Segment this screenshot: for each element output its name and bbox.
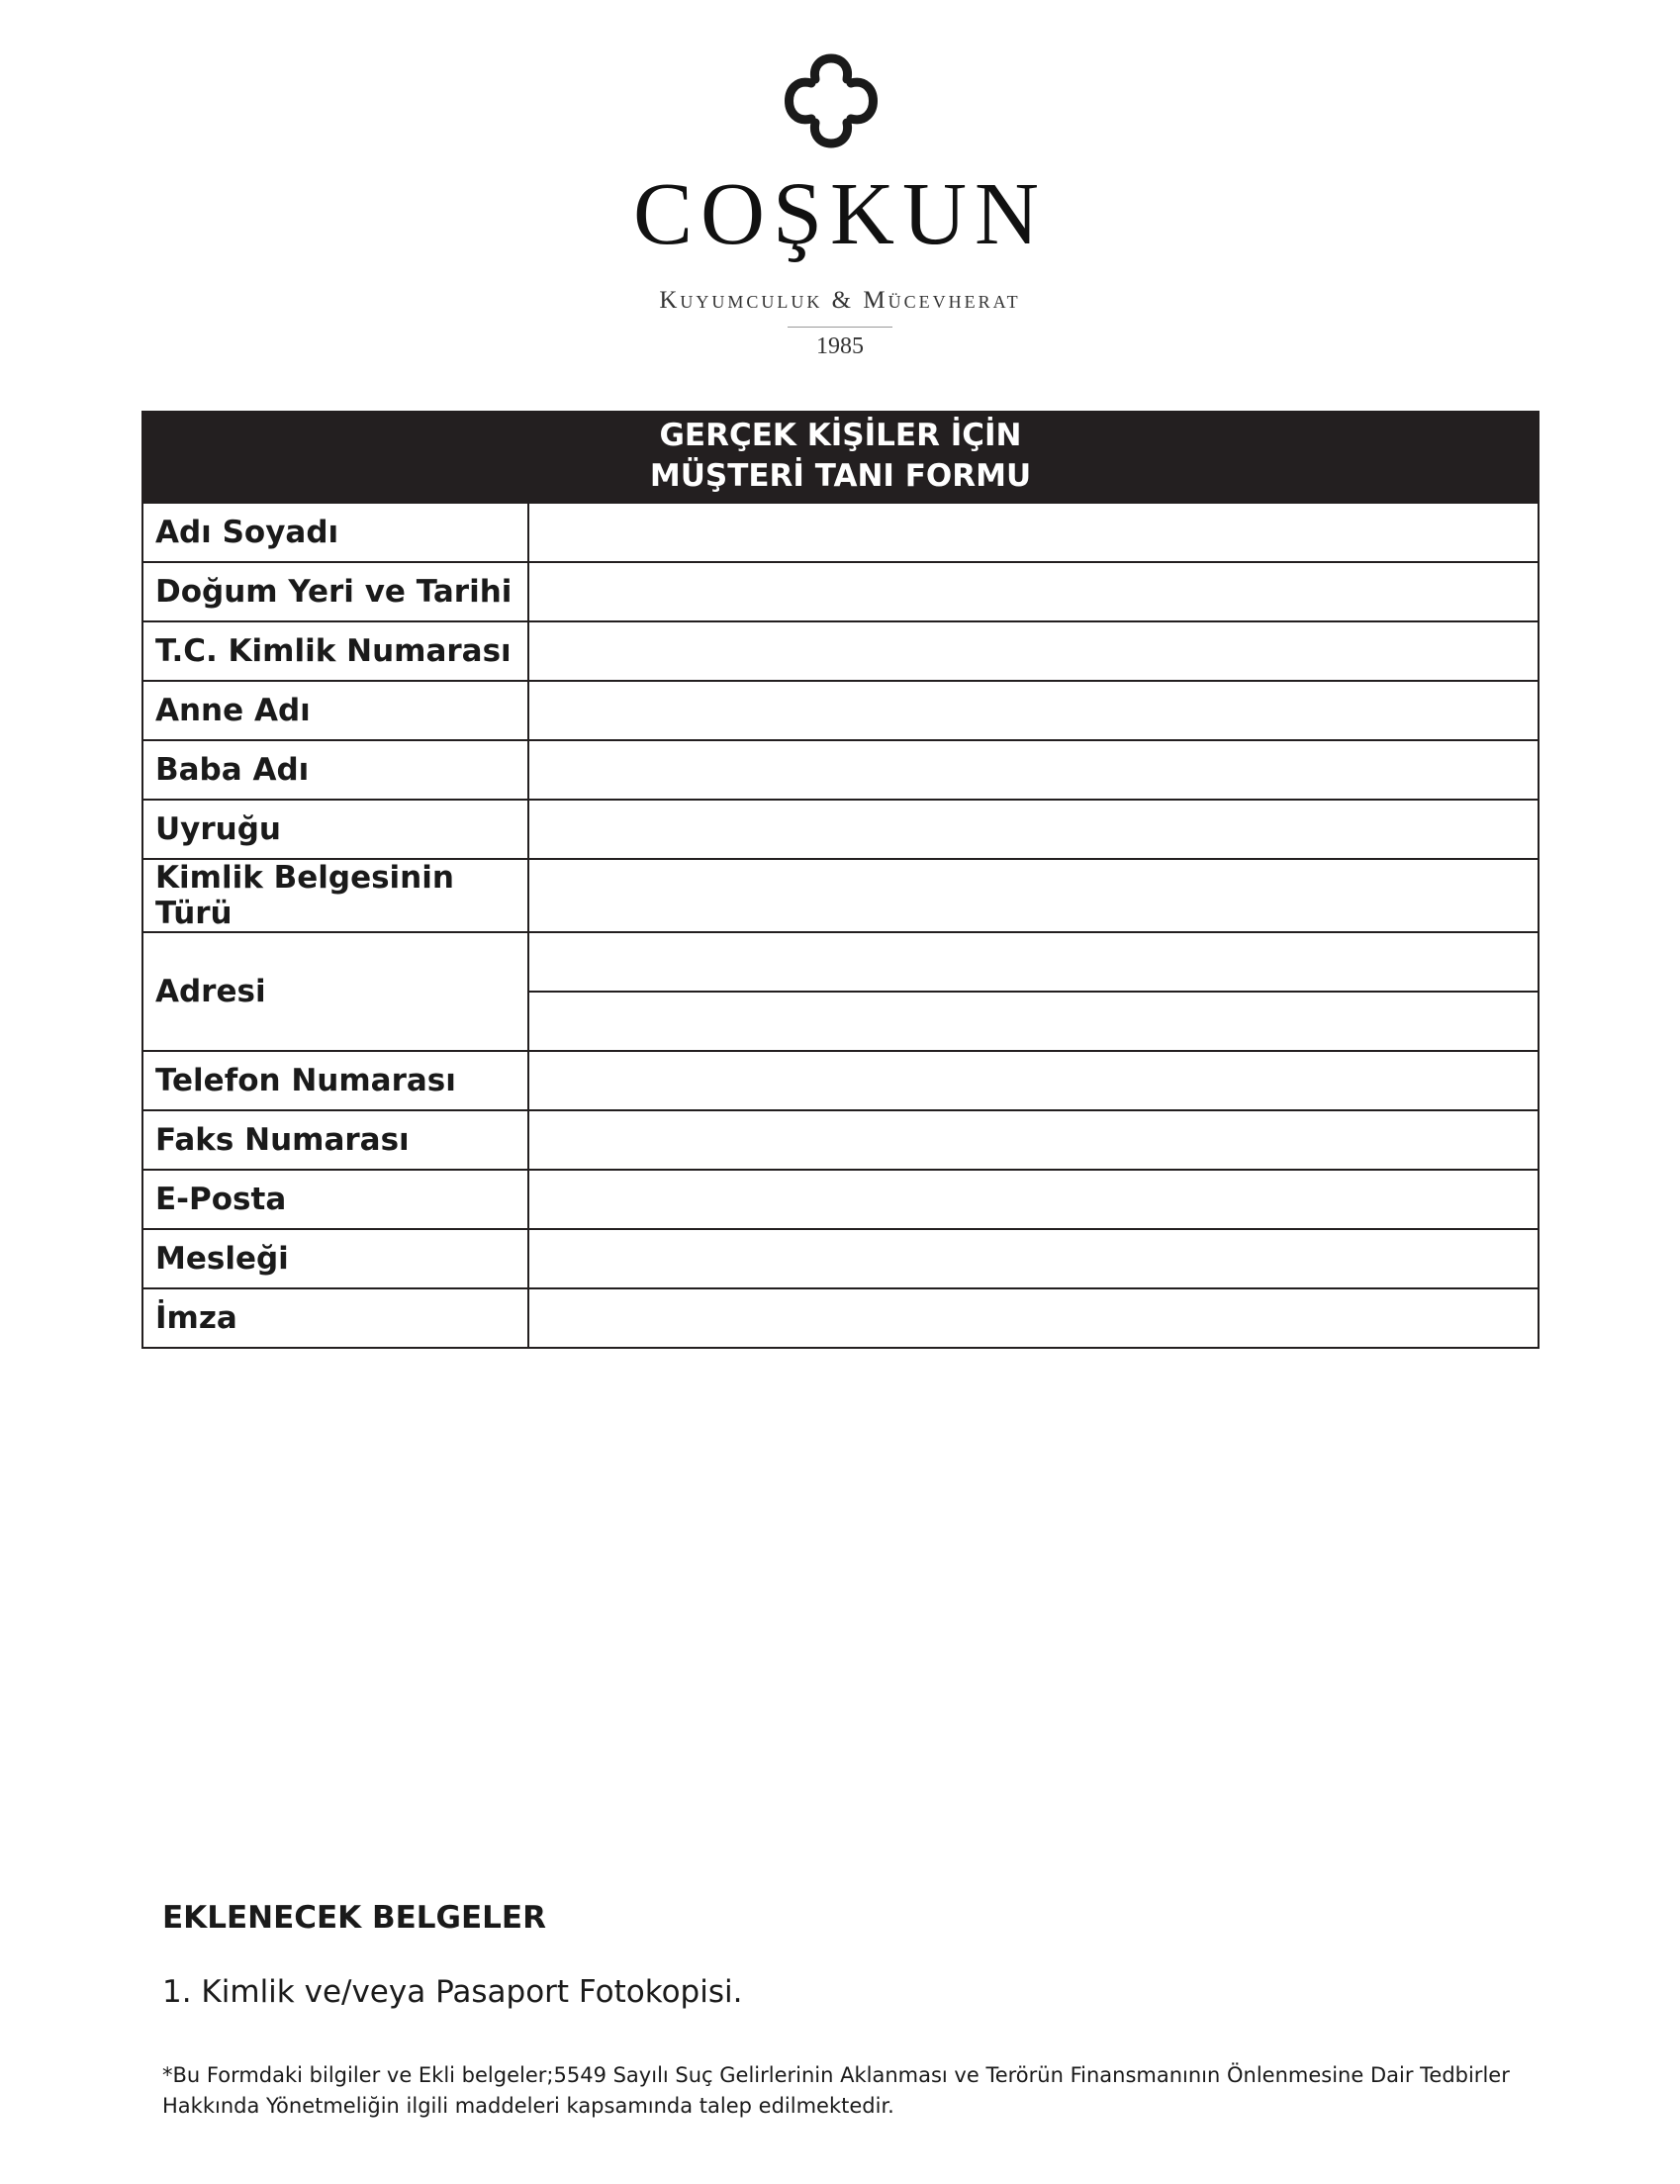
field-label: Kimlik Belgesinin Türü	[142, 859, 528, 932]
legal-disclaimer: *Bu Formdaki bilgiler ve Ekli belgeler;5549 Sayılı Suç Gelirlerinin Aklanması ve Terörün Finansmanının Önlenmesine Dair Tedbirler Hakkında Yönetmeliğin ilgili maddeleri kapsamında talep edilmektedir.	[162, 2063, 1510, 2118]
form-row	[142, 800, 1539, 859]
field-input-fax[interactable]	[528, 1110, 1539, 1170]
field-label: Anne Adı	[142, 681, 528, 740]
brand-name: COŞKUN	[632, 165, 1048, 263]
field-label: Adı Soyadı	[142, 503, 528, 562]
field-input-mother-name[interactable]	[528, 681, 1539, 740]
field-input-email[interactable]	[528, 1170, 1539, 1229]
field-label: Doğum Yeri ve Tarihi	[142, 562, 528, 621]
form-header	[141, 411, 1540, 502]
form-row	[142, 621, 1539, 681]
field-label: T.C. Kimlik Numarası	[142, 621, 528, 681]
brand-year: 1985	[816, 333, 864, 359]
form-row	[142, 1051, 1539, 1110]
form-row	[142, 681, 1539, 740]
field-label: Uyruğu	[142, 800, 528, 859]
field-input-phone[interactable]	[528, 1051, 1539, 1110]
customer-form	[141, 411, 1540, 1349]
field-input-id-number[interactable]	[528, 621, 1539, 681]
field-label: Baba Adı	[142, 740, 528, 800]
field-input-occupation[interactable]	[528, 1229, 1539, 1288]
form-row	[142, 503, 1539, 562]
field-label: Faks Numarası	[142, 1110, 528, 1170]
field-label: Mesleği	[142, 1229, 528, 1288]
field-input-signature[interactable]	[528, 1288, 1539, 1348]
form-row	[142, 562, 1539, 621]
form-fields-table	[141, 502, 1540, 1349]
quatrefoil-icon	[772, 46, 890, 156]
field-input-birth[interactable]	[528, 562, 1539, 621]
field-input-address-line-1[interactable]	[528, 932, 1539, 992]
brand-divider	[788, 327, 892, 328]
field-input-id-type[interactable]	[528, 859, 1539, 932]
form-title-line-2: MÜŞTERİ TANI FORMU	[649, 458, 1032, 494]
field-input-address-line-2[interactable]	[528, 992, 1539, 1051]
form-row	[142, 859, 1539, 932]
field-label: Telefon Numarası	[142, 1051, 528, 1110]
documents-list-item: 1. Kimlik ve/veya Pasaport Fotokopisi.	[162, 1974, 743, 2010]
form-row	[142, 932, 1539, 992]
form-row	[142, 1110, 1539, 1170]
form-row	[142, 1170, 1539, 1229]
documents-title: EKLENECEK BELGELER	[162, 1900, 546, 1936]
field-label: Adresi	[142, 932, 528, 1051]
form-row	[142, 740, 1539, 800]
field-input-nationality[interactable]	[528, 800, 1539, 859]
company-logo	[0, 0, 1680, 376]
field-label: İmza	[142, 1288, 528, 1348]
brand-subtitle: Kuyumculuk & Mücevherat	[659, 287, 1021, 314]
form-row	[142, 1229, 1539, 1288]
form-title-line-1: GERÇEK KİŞİLER İÇİN	[659, 418, 1022, 453]
field-input-father-name[interactable]	[528, 740, 1539, 800]
field-input-name[interactable]	[528, 503, 1539, 562]
form-row	[142, 1288, 1539, 1348]
field-label: E-Posta	[142, 1170, 528, 1229]
